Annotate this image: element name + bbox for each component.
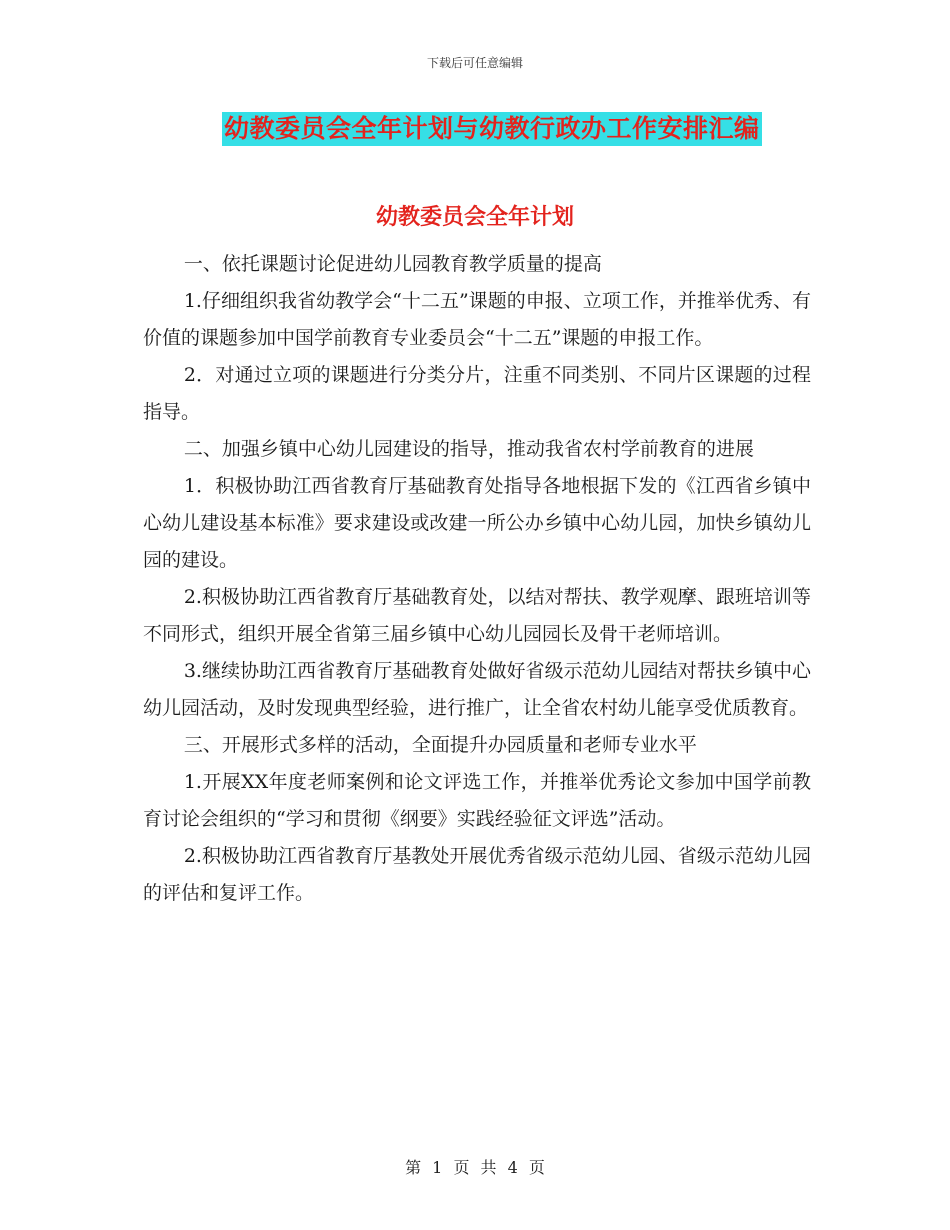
header-note: 下载后可任意编辑	[426, 56, 523, 70]
paragraph: 三、开展形式多样的活动，全面提升办园质量和老师专业水平	[183, 734, 697, 756]
paragraph: 3.继续协助江西省教育厅基础教育处做好省级示范幼儿园结对帮扶乡镇中心幼儿园活动，及时发现典型经验，进行推广，让全省农村幼儿能享受优质教育。	[143, 660, 811, 719]
paragraph: 1.仔细组织我省幼教学会“十二五”课题的申报、立项工作，并推举优秀、有价值的课题参加中国学前教育专业委员会“十二五”课题的申报工作。	[143, 290, 811, 349]
paragraph: 一、依托课题讨论促进幼儿园教育教学质量的提高	[183, 253, 602, 275]
page-footer: 第 1 页 共 4 页	[405, 1158, 545, 1177]
document-body	[143, 246, 811, 912]
paragraph: 2.积极协助江西省教育厅基础教育处，以结对帮扶、教学观摩、跟班培训等不同形式，组织开展全省第三届乡镇中心幼儿园园长及骨干老师培训。	[143, 586, 811, 645]
paragraph: 2．对通过立项的课题进行分类分片，注重不同类别、不同片区课题的过程指导。	[143, 364, 811, 423]
document-title: 幼教委员会全年计划与幼教行政办工作安排汇编	[222, 112, 762, 146]
section-title: 幼教委员会全年计划	[375, 204, 574, 230]
paragraph: 二、加强乡镇中心幼儿园建设的指导，推动我省农村学前教育的进展	[183, 438, 754, 460]
paragraph: 1．积极协助江西省教育厅基础教育处指导各地根据下发的《江西省乡镇中心幼儿建设基本标准》要求建设或改建一所公办乡镇中心幼儿园，加快乡镇幼儿园的建设。	[143, 475, 811, 571]
paragraph: 2.积极协助江西省教育厅基教处开展优秀省级示范幼儿园、省级示范幼儿园的评估和复评工作。	[143, 845, 811, 904]
paragraph: 1.开展XX年度老师案例和论文评选工作，并推举优秀论文参加中国学前教育讨论会组织的“学习和贯彻《纲要》实践经验征文评选”活动。	[143, 771, 811, 830]
